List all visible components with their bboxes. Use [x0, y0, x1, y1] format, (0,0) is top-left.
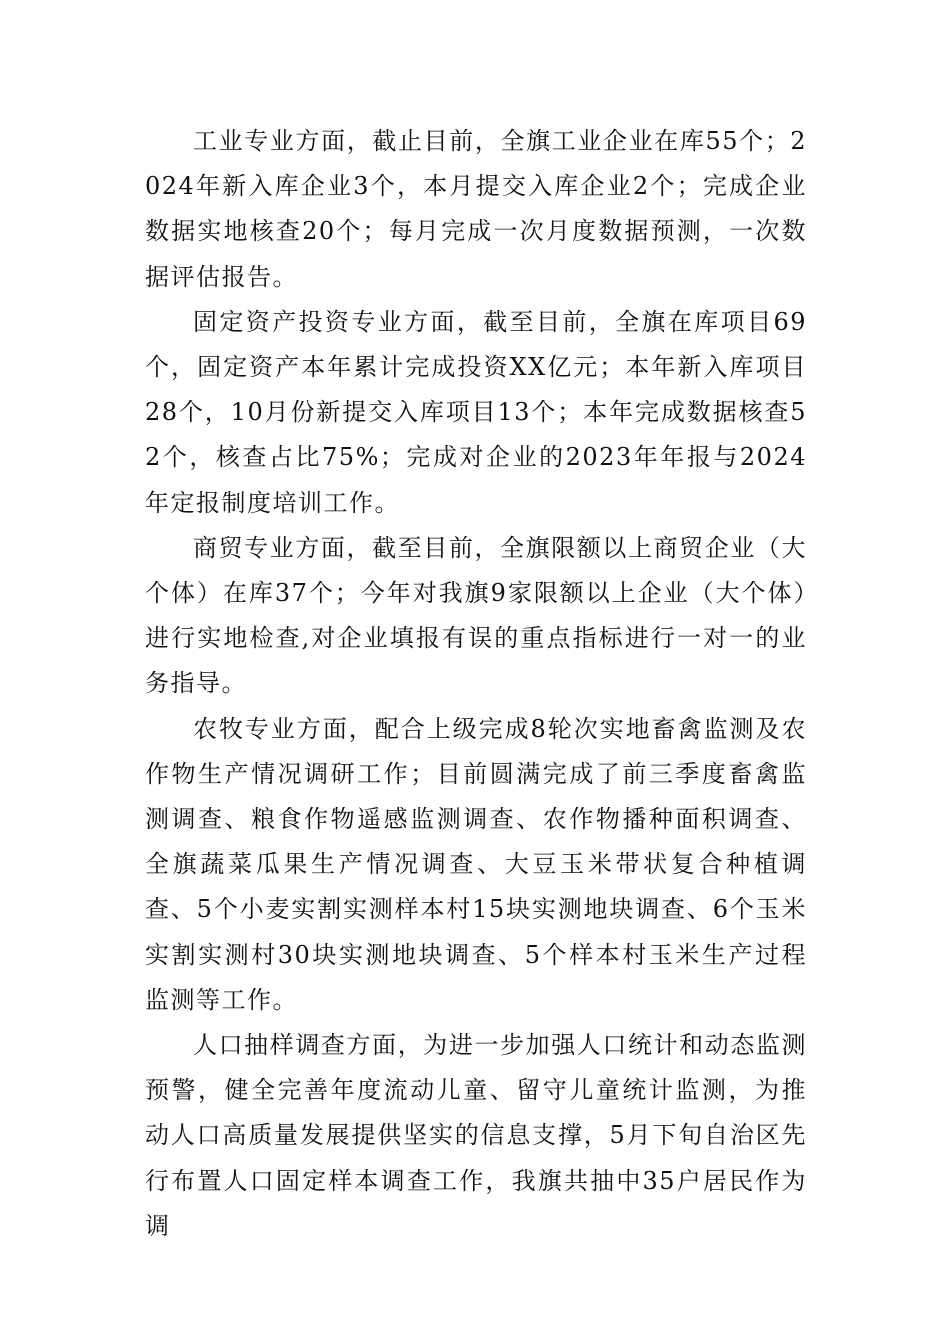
- paragraph-fixed-asset-investment: 固定资产投资专业方面，截至目前，全旗在库项目69个，固定资产本年累计完成投资XX亿元；本年新入库项目28个，10月份新提交入库项目13个；本年完成数据核查52个，核查占比75%；完成对企业的2023年年报与2024年定报制度培训工作。: [145, 307, 807, 517]
- paragraph-population-survey: 人口抽样调查方面，为进一步加强人口统计和动态监测预警，健全完善年度流动儿童、留守儿童统计监测，为推动人口高质量发展提供坚实的信息支撑，5月下旬自治区先行布置人口固定样本调查工作，我旗共抽中35户居民作为调: [145, 1031, 807, 1240]
- paragraph-industry: 工业专业方面，截止目前，全旗工业企业在库55个；2024年新入库企业3个，本月提交入库企业2个；完成企业数据实地核查20个；每月完成一次月度数据预测，一次数据评估报告。: [145, 127, 807, 291]
- document-body: [145, 119, 807, 1249]
- paragraph-commerce: 商贸专业方面，截至目前，全旗限额以上商贸企业（大个体）在库37个；今年对我旗9家限额以上企业（大个体）进行实地检查,对企业填报有误的重点指标进行一对一的业务指导。: [145, 533, 807, 698]
- paragraph-agriculture: 农牧专业方面，配合上级完成8轮次实地畜禽监测及农作物生产情况调研工作；目前圆满完成了前三季度畜禽监测调查、粮食作物遥感监测调查、农作物播种面积调查、全旗蔬菜瓜果生产情况调查、大豆玉米带状复合种植调查、5个小麦实割实测样本村15块实测地块调查、6个玉米实割实测村30块实测地块调查、5个样本村玉米生产过程监测等工作。: [145, 714, 807, 1014]
